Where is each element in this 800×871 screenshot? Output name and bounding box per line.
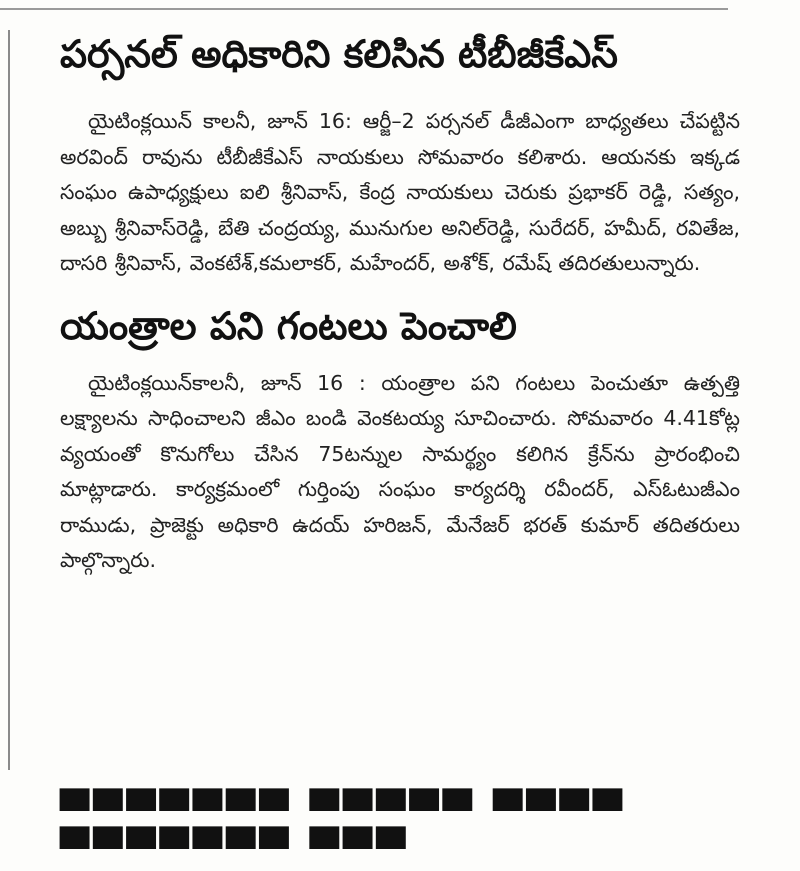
cut-off-next-headline: [60, 789, 660, 871]
top-divider: [0, 8, 728, 10]
article-personnel-officer: [60, 28, 740, 282]
cut-off-headline-fragment: ▀▀▀▀▀▀▀ ▀▀▀▀▀ ▀▀▀▀ ▀▀▀▀▀▀▀ ▀▀▀: [60, 789, 627, 871]
news-column: [60, 28, 740, 579]
article-headline: పర్సనల్ అధికారిని కలిసిన టీబీజీకేఎస్: [60, 32, 618, 76]
article-machine-hours: [60, 300, 740, 579]
article-body: యైటింక్లయిన్‌కాలనీ, జూన్ 16 : యంత్రాల పని గంటలు పెంచుతూ ఉత్పత్తి లక్ష్యాలను సాధించాలని జీఎం బండి వెంకటయ్య సూచించారు. సోమవారం 4.41కోట్ల వ్యయంతో కొనుగోలు చేసిన 75టన్నుల సామర్థ్యం కలిగిన క్రేన్‌ను ప్రారంభించి మాట్లాడారు. కార్యక్రమంలో గుర్తింపు సంఘం కార్యదర్శి రవీందర్, ఎస్ఓటుజీఎం రాముడు, ప్రాజెక్టు అధికారి ఉదయ్ హరిజన్, మేనేజర్ భరత్ కుమార్ తదితరులు పాల్గొన్నారు.: [60, 370, 740, 572]
article-headline: యంత్రాల పని గంటలు పెంచాలి: [60, 303, 517, 348]
column-divider: [8, 30, 10, 770]
article-body: యైటింక్లయిన్ కాలనీ, జూన్ 16: ఆర్జీ–2 పర్సనల్ డీజీఎంగా బాధ్యతలు చేపట్టిన అరవింద్ రావును టీబీజీకేఎస్ నాయకులు సోమవారం కలిశారు. ఆయనకు ఇక్కడ సంఘం ఉపాధ్యక్షులు ఐలి శ్రీనివాస్, కేంద్ర నాయకులు చెరుకు ప్రభాకర్ రెడ్డి, సత్యం, అబ్బు శ్రీనివాస్‌రెడ్డి, బేతి చంద్రయ్య, మునుగుల అనిల్‌రెడ్డి, సురేదర్, హమీద్, రవితేజ, దాసరి శ్రీనివాస్, వెంకటేశ్,కమలాకర్, మహేందర్, అశోక్, రమేష్ తదిరతులున్నారు.: [60, 109, 740, 275]
